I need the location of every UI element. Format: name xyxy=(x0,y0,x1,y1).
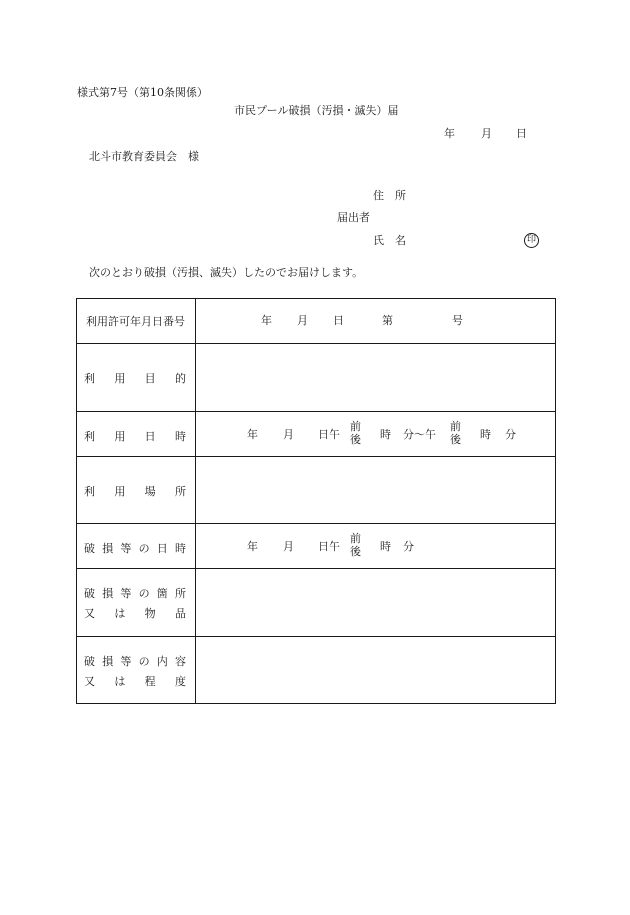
usage-minute-to-label: 分〜午 xyxy=(403,427,436,441)
damage-location-label-line2 xyxy=(84,605,186,621)
pm-label: 後 xyxy=(450,432,461,446)
table-row xyxy=(77,344,556,411)
label-char: 所 xyxy=(174,587,186,601)
purpose-label xyxy=(84,370,186,386)
label-char: 損 xyxy=(102,587,114,601)
submitter-label: 届出者 xyxy=(337,211,370,224)
label-char: 損 xyxy=(102,542,114,556)
label-char: 時 xyxy=(174,429,186,443)
addressee: 北斗市教育委員会 様 xyxy=(89,150,199,163)
label-char: 損 xyxy=(102,654,114,668)
label-char: は xyxy=(114,674,126,688)
label-char: 等 xyxy=(120,587,132,601)
form-title: 市民プール破損（汚損・滅失）届 xyxy=(234,104,399,117)
table-row xyxy=(77,411,556,456)
label-char: 等 xyxy=(120,654,132,668)
damage-location-field[interactable] xyxy=(196,569,556,636)
label-char: 用 xyxy=(114,484,126,498)
permit-gou-label: 号 xyxy=(452,314,463,327)
usage-day-noon-label: 日午 xyxy=(318,427,340,441)
table-row xyxy=(77,299,556,344)
label-cell xyxy=(77,524,196,569)
label-char: 程 xyxy=(144,674,156,688)
label-char: 箇 xyxy=(156,587,168,601)
label-char: 用 xyxy=(114,429,126,443)
damage-details-field[interactable] xyxy=(196,636,556,703)
label-char: の xyxy=(138,654,150,668)
am-label: 前 xyxy=(350,419,361,433)
pm-label: 後 xyxy=(350,432,361,446)
pm-label: 後 xyxy=(350,545,361,559)
usage-place-label xyxy=(84,483,186,499)
usage-ampm-stack xyxy=(350,420,361,446)
permit-number-field[interactable] xyxy=(196,299,556,344)
label-char: の xyxy=(138,542,150,556)
am-label: 前 xyxy=(450,419,461,433)
label-cell xyxy=(77,456,196,523)
permit-number-label: 利用許可年月日番号 xyxy=(86,315,185,329)
damage-datetime-label xyxy=(84,540,186,556)
date-day-label: 日 xyxy=(516,127,527,140)
usage-ampm2-stack xyxy=(450,420,461,446)
form-number: 様式第7号（第10条関係） xyxy=(77,86,208,99)
label-char: 利 xyxy=(84,484,95,498)
usage-place-field[interactable] xyxy=(196,456,556,523)
label-char: 容 xyxy=(174,654,186,668)
usage-hour-label: 時 xyxy=(380,427,391,441)
label-cell xyxy=(77,411,196,456)
damage-location-label-line1 xyxy=(84,585,186,601)
label-char: 利 xyxy=(84,429,95,443)
label-char: 破 xyxy=(84,587,95,601)
label-char: 日 xyxy=(156,542,168,556)
usage-hour2-label: 時 xyxy=(480,427,491,441)
damage-ampm-stack xyxy=(350,532,361,558)
address-label: 住 所 xyxy=(373,189,406,202)
usage-datetime-field[interactable] xyxy=(196,411,556,456)
label-char: 日 xyxy=(144,429,156,443)
label-char: 又 xyxy=(84,607,95,621)
label-cell xyxy=(77,569,196,636)
label-char: 的 xyxy=(174,372,186,386)
label-char: 物 xyxy=(144,607,156,621)
usage-minute2-label: 分 xyxy=(505,427,516,441)
permit-day-label: 日 xyxy=(333,314,344,327)
usage-datetime-label xyxy=(84,428,186,444)
permit-year-label: 年 xyxy=(261,314,272,327)
date-month-label: 月 xyxy=(481,127,492,140)
label-char: 破 xyxy=(84,654,95,668)
label-char: 又 xyxy=(84,674,95,688)
label-char: 時 xyxy=(174,542,186,556)
purpose-field[interactable] xyxy=(196,344,556,411)
damage-datetime-field[interactable] xyxy=(196,524,556,569)
label-char: 破 xyxy=(84,542,95,556)
label-char: 所 xyxy=(174,484,186,498)
label-cell xyxy=(77,344,196,411)
usage-year-label: 年 xyxy=(247,427,258,441)
label-char: 度 xyxy=(174,674,186,688)
label-char: の xyxy=(138,587,150,601)
label-char: 内 xyxy=(156,654,168,668)
intro-text: 次のとおり破損（汚損、滅失）したのでお届けします。 xyxy=(89,266,364,279)
usage-month-label: 月 xyxy=(283,427,294,441)
table-row xyxy=(77,636,556,703)
label-char: 用 xyxy=(114,372,126,386)
seal-mark: 印 xyxy=(524,233,539,248)
label-cell xyxy=(77,299,196,344)
am-label: 前 xyxy=(350,532,361,546)
damage-year-label: 年 xyxy=(247,540,258,554)
report-form-table xyxy=(76,298,556,704)
label-char: 利 xyxy=(84,372,95,386)
table-row xyxy=(77,569,556,636)
date-year-label: 年 xyxy=(444,127,455,140)
label-char: 品 xyxy=(174,607,186,621)
label-char: 場 xyxy=(144,484,156,498)
label-char: は xyxy=(114,607,126,621)
permit-dai-label: 第 xyxy=(382,314,393,327)
label-cell xyxy=(77,636,196,703)
damage-hour-label: 時 xyxy=(380,540,391,554)
damage-day-noon-label: 日午 xyxy=(318,540,340,554)
label-char: 目 xyxy=(144,372,156,386)
damage-month-label: 月 xyxy=(283,540,294,554)
table-row xyxy=(77,524,556,569)
name-label: 氏 名 xyxy=(373,234,406,247)
damage-details-label-line1 xyxy=(84,653,186,669)
label-char: 等 xyxy=(120,542,132,556)
damage-details-label-line2 xyxy=(84,673,186,689)
permit-month-label: 月 xyxy=(297,314,308,327)
table-row xyxy=(77,456,556,523)
damage-minute-label: 分 xyxy=(403,540,414,554)
